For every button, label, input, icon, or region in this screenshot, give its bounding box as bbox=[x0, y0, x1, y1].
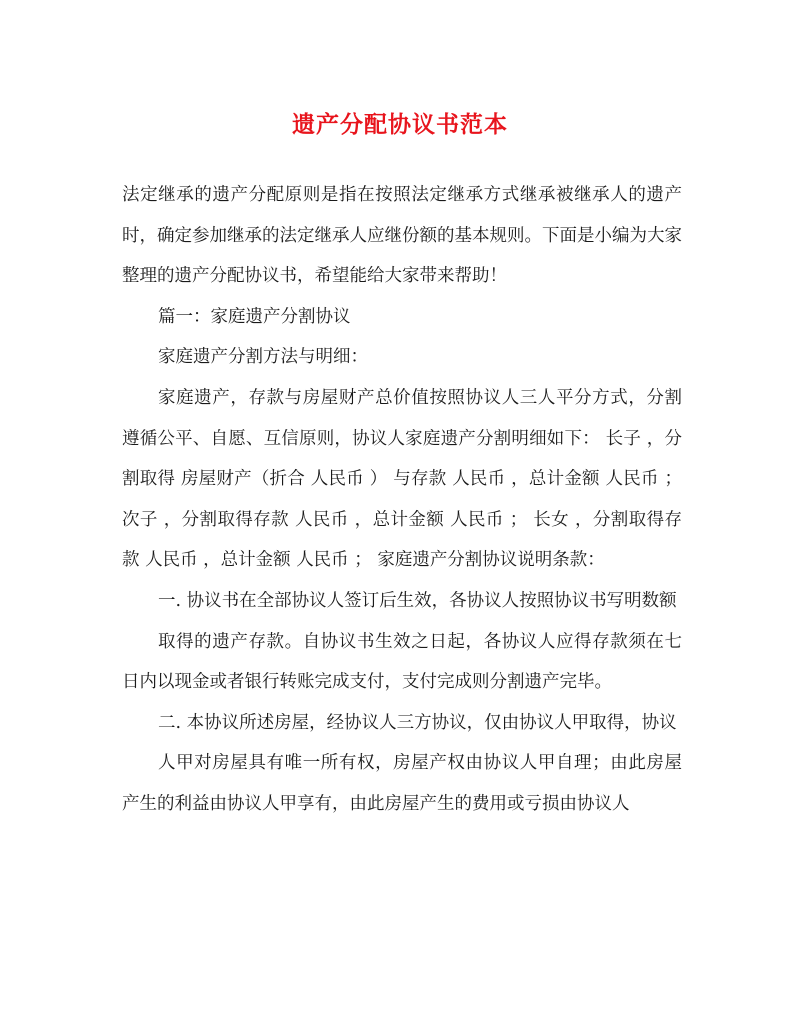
body-paragraph: 取得的遗产存款。自协议书生效之日起，各协议人应得存款须在七日内以现金或者银行转账完成支付，支付完成则分割遗产完毕。 bbox=[122, 631, 682, 693]
document-title: 遗产分配协议书范本 bbox=[292, 111, 508, 138]
intro-paragraph: 法定继承的遗产分配原则是指在按照法定继承方式继承被继承人的遗产时，确定参加继承的法定继承人应继份额的基本规则。下面是小编为大家整理的遗产分配协议书，希望能给大家带来帮助！ bbox=[122, 185, 682, 287]
section-heading: 篇一：家庭遗产分割协议 bbox=[158, 306, 351, 327]
body-paragraph: 家庭遗产，存款与房屋财产总价值按照协议人三人平分方式，分割遵循公平、自愿、互信原则，协议人家庭遗产分割明细如下： 长子 ，分割取得 房屋财产（折合 人民币 ） 与存款 人民币 ，总计金额 人民币 ； 次子 ，分割取得存款 人民币 ，总计金额 人民币 ； 长女 ，分割取得存款 人民币 ，总计金额 人民币 ； 家庭遗产分割协议说明条款： bbox=[122, 387, 682, 571]
body-paragraph: 人甲对房屋具有唯一所有权，房屋产权由协议人甲自理；由此房屋产生的利益由协议人甲享有，由此房屋产生的费用或亏损由协议人 bbox=[122, 753, 682, 814]
clause-paragraph: 二. 本协议所述房屋，经协议人三方协议，仅由协议人甲取得，协议 bbox=[158, 712, 677, 733]
document-body bbox=[122, 175, 682, 825]
clause-paragraph: 一. 协议书在全部协议人签订后生效，各协议人按照协议书写明数额 bbox=[158, 590, 677, 611]
subsection-heading: 家庭遗产分割方法与明细： bbox=[158, 347, 368, 368]
